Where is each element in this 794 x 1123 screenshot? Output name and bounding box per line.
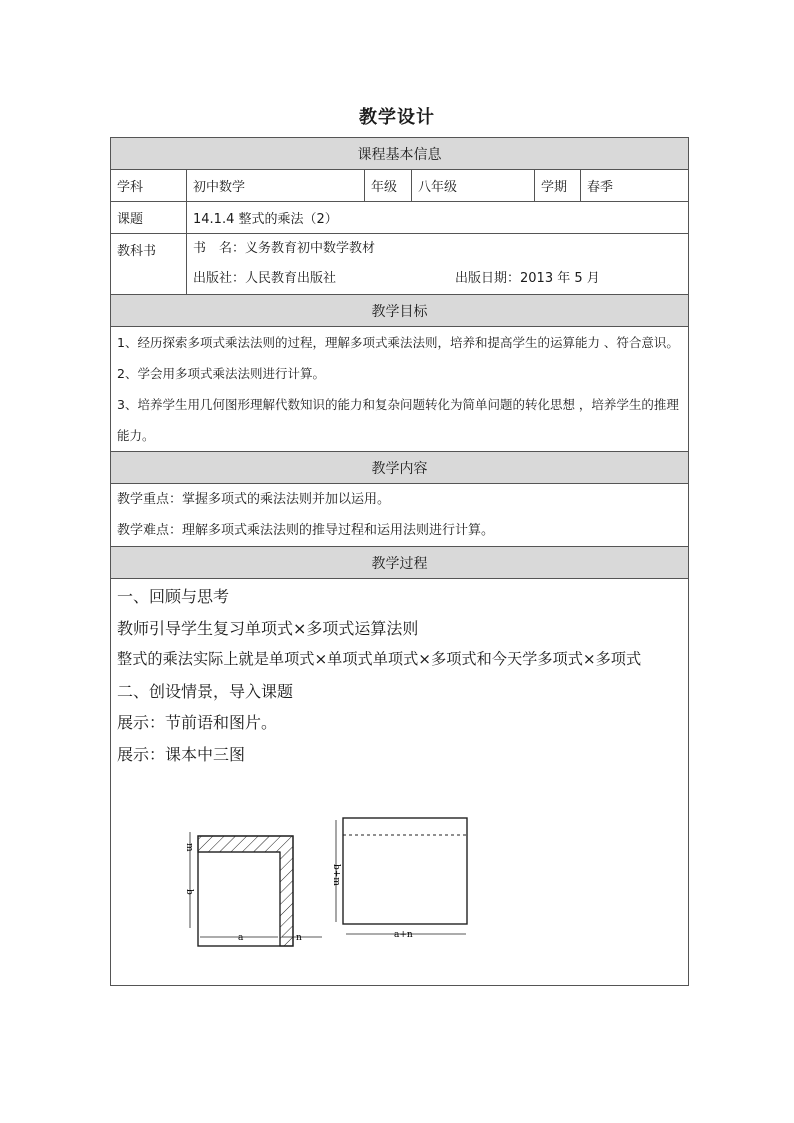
label-b-plus-m: b+m bbox=[331, 864, 341, 886]
topic-label: 课题 bbox=[111, 202, 187, 234]
publish-date: 出版日期：2013 年 5 月 bbox=[455, 271, 600, 286]
right-square-diagram bbox=[331, 818, 467, 940]
term-value: 春季 bbox=[581, 170, 689, 202]
label-m: m bbox=[184, 843, 194, 852]
process-line: 展示：课本中三图 bbox=[117, 744, 246, 764]
subject-label: 学科 bbox=[111, 170, 187, 202]
process-line: 教师引导学生复习单项式×多项式运算法则 bbox=[117, 618, 419, 638]
process-line: 二、创设情景，导入课题 bbox=[117, 681, 294, 701]
content-body bbox=[111, 484, 689, 547]
objectives-body bbox=[111, 327, 689, 452]
publisher: 出版社：人民教育出版社 bbox=[193, 271, 337, 286]
textbook-label: 教科书 bbox=[111, 234, 187, 295]
topic-value: 14.1.4 整式的乘法（2） bbox=[187, 202, 689, 234]
process-line: 展示：节前语和图片。 bbox=[117, 713, 278, 732]
document-title: 教学设计 bbox=[359, 107, 435, 128]
textbook-info bbox=[187, 234, 689, 295]
term-label: 学期 bbox=[535, 170, 581, 202]
process-line: 整式的乘法实际上就是单项式×单项式单项式×多项式和今天学多项式×多项式 bbox=[117, 650, 642, 668]
objectives-header: 教学目标 bbox=[111, 295, 689, 327]
publisher-line bbox=[187, 264, 688, 294]
objective-item: 3、培养学生用几何图形理解代数知识的能力和复杂问题转化为简单问题的转化思想 ，培养学生的推理能力。 bbox=[117, 397, 679, 443]
label-a: a bbox=[238, 933, 244, 943]
difficult-point: 教学难点：理解多项式乘法法则的推导过程和运用法则进行计算。 bbox=[117, 523, 495, 538]
process-line: 一、回顾与思考 bbox=[117, 587, 230, 606]
objective-item: 1、经历探索多项式乘法法则的过程，理解多项式乘法法则，培养和提高学生的运算能力 、符合意识。 bbox=[117, 335, 679, 350]
grade-label: 年级 bbox=[365, 170, 412, 202]
process-header: 教学过程 bbox=[111, 547, 689, 579]
grade-value: 八年级 bbox=[412, 170, 535, 202]
label-b: b bbox=[184, 889, 194, 895]
polynomial-area-figure bbox=[176, 816, 476, 951]
content-header: 教学内容 bbox=[111, 452, 689, 484]
label-n: n bbox=[296, 933, 302, 943]
key-point: 教学重点：掌握多项式的乘法法则并加以运用。 bbox=[117, 492, 391, 507]
basic-info-header: 课程基本信息 bbox=[111, 138, 689, 170]
objective-item: 2、学会用多项式乘法法则进行计算。 bbox=[117, 366, 325, 381]
left-square-diagram bbox=[184, 832, 322, 946]
label-a-plus-n: a+n bbox=[394, 930, 413, 940]
book-name: 书 名：义务教育初中数学教材 bbox=[193, 241, 376, 256]
subject-value: 初中数学 bbox=[187, 170, 365, 202]
